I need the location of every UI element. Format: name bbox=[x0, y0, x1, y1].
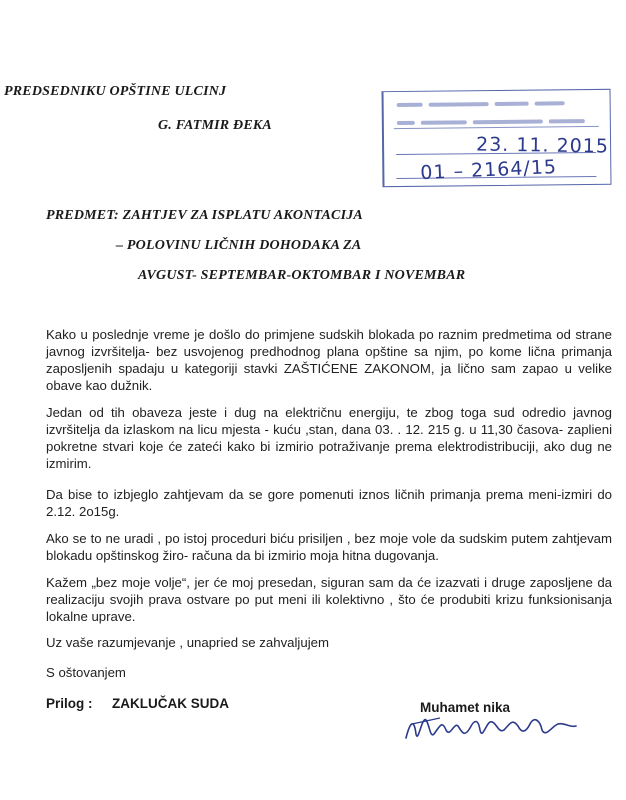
signature-scribble bbox=[400, 704, 580, 748]
attachment-label: Prilog : bbox=[46, 696, 93, 711]
body-paragraph: Da bise to izbjeglo zahtjevam da se gore pomenuti iznos ličnih primanja prema meni-izmiri do 2.12. 2o15g. bbox=[46, 487, 612, 519]
stamp-number: 01 – 2164/15 bbox=[419, 155, 558, 185]
stamp-date: 23. 11. 2015 bbox=[475, 133, 610, 158]
body-paragraph: Kako u poslednje vreme je došlo do primjene sudskih blokada po raznim predmetima od strane javnog izvršitelja- bez usvojenog predhodnog plana opštine sa njim, po kome lična primanja zaposljenih spadaju u kategoriji stavki ZAŠTIĆENE ZAKONOM, ja lično sam zapao u velike obave kao dužnik. bbox=[46, 327, 612, 393]
subject-line-2: – POLOVINU LIČNIH DOHODAKA ZA bbox=[116, 238, 362, 253]
recipient-line-1: PREDSEDNIKU OPŠTINE ULCINJ bbox=[4, 84, 227, 99]
body-paragraph: Ako se to ne uradi , po istoj proceduri biću prisiljen , bez moje vole da sudskim putem zahtjevam blokadu opštinskog žiro- računa da bi izmirio moja hitna dugovanja. bbox=[46, 531, 612, 563]
stamp-header bbox=[394, 96, 599, 129]
subject-line-3: AVGUST- SEPTEMBAR-OKTOMBAR I NOVEMBAR bbox=[138, 268, 466, 283]
body-paragraph: Jedan od tih obaveza jeste i dug na električnu energiju, te zbog toga sud odredio javnog izvršitelja da izlaskom na licu mjesta - kuću ,stan, dana 03. . 12. 215 g. u 11,30 časova- zaplieni pokretne stvari koje će zateći kako bi izmirio potraživanje prema elektrodistribuciji, ako dug ne izmirim. bbox=[46, 405, 612, 471]
closing-regards: S oštovanjem bbox=[46, 665, 126, 680]
attachment-value: ZAKLUČAK SUDA bbox=[112, 696, 229, 711]
recipient-line-2: G. FATMIR ĐEKA bbox=[158, 118, 272, 133]
author-name: Muhamet nika bbox=[420, 700, 511, 715]
subject-line-1: PREDMET: ZAHTJEV ZA ISPLATU AKONTACIJA bbox=[46, 208, 363, 223]
registry-stamp bbox=[382, 89, 612, 187]
body-paragraph: Kažem „bez moje volje“, jer će moj presedan, siguran sam da će izazvati i druge zaposljene da realizaciju svojih prava ostvare po put meni ili kolektivno , što će produbiti krizu funksionisanja lokalne uprave. bbox=[46, 575, 612, 624]
closing-thanks: Uz vaše razumjevanje , unapried se zahvaljujem bbox=[46, 635, 329, 650]
